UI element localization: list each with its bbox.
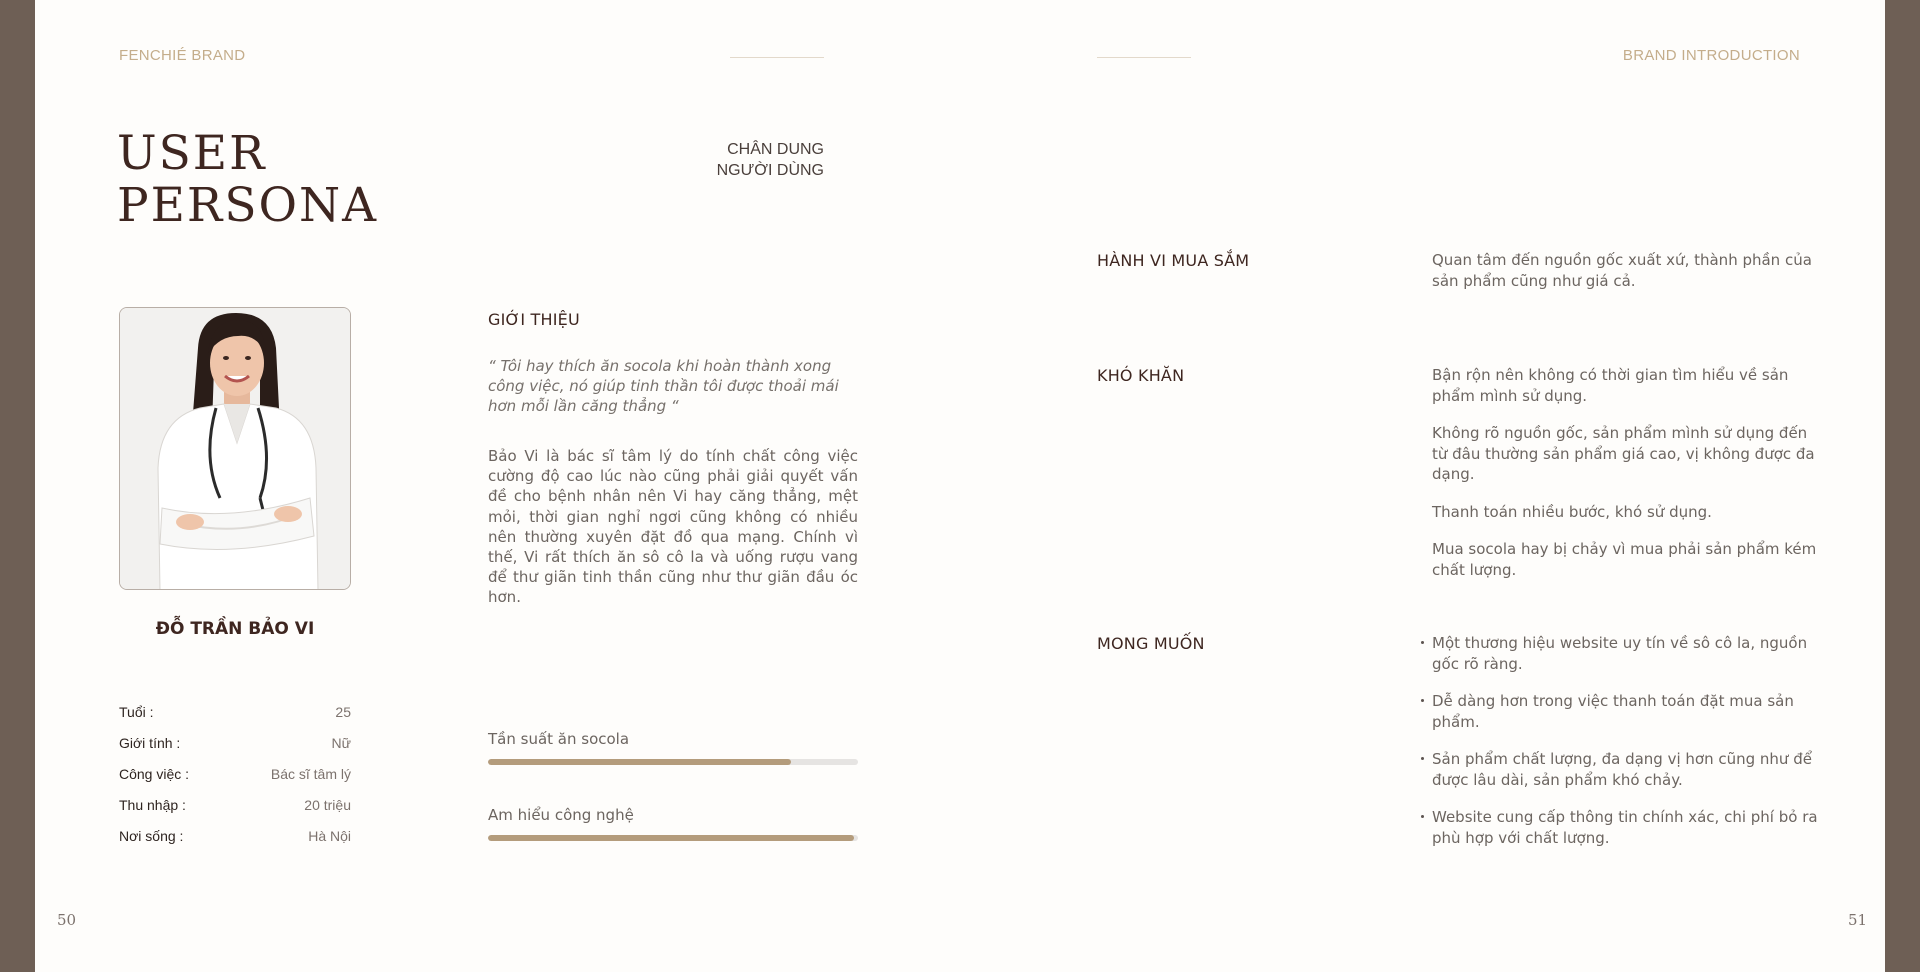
intro-heading: GIỚI THIỆU	[488, 310, 580, 329]
page-title	[117, 128, 378, 232]
info-row-age	[119, 702, 351, 722]
info-value: Hà Nội	[308, 828, 351, 844]
page-subtitle-line-1: CHÂN DUNG	[727, 141, 824, 158]
info-row-income	[119, 795, 351, 815]
doctor-portrait-illustration	[120, 308, 351, 590]
difficulty-item: Không rõ nguồn gốc, sản phẩm mình sử dụng đến từ đâu thường sản phẩm giá cao, vị không được đa dạng.	[1432, 424, 1815, 483]
wish-item: Một thương hiệu website uy tín về sô cô la, nguồn gốc rõ ràng.	[1432, 633, 1827, 674]
persona-photo	[119, 307, 351, 590]
persona-quote: “ Tôi hay thích ăn socola khi hoàn thành xong công việc, nó giúp tinh thần tôi được thoải mái hơn mỗi lần căng thẳng “	[488, 357, 839, 415]
page-number-right: 51	[1848, 911, 1868, 929]
wish-item: Sản phẩm chất lượng, đa dạng vị hơn cũng như để được lâu dài, sản phẩm khó chảy.	[1432, 749, 1827, 790]
page-number-left: 50	[57, 911, 77, 929]
info-label: Giới tính :	[119, 735, 181, 751]
bar-tech-savvy	[488, 835, 858, 841]
header-section: BRAND INTRODUCTION	[1622, 47, 1800, 64]
info-value: 25	[335, 704, 351, 720]
page-subtitle-line-2: NGƯỜI DÙNG	[716, 162, 824, 179]
info-label: Tuổi :	[119, 704, 154, 720]
wish-item: Dễ dàng hơn trong việc thanh toán đặt mua sản phẩm.	[1432, 691, 1827, 732]
difficulties-heading: KHÓ KHĂN	[1097, 366, 1185, 385]
info-label: Công việc :	[119, 766, 190, 782]
persona-bio: Bảo Vi là bác sĩ tâm lý do tính chất công việc cường độ cao lúc nào cũng phải giải quyết vấn đề cho bệnh nhân nên Vi hay căng thẳng, mệt mỏi, thời gian nghỉ ngơi cũng không có nhiều nên thường xuyên đặt đồ qua mạng. Chính vì thế, Vi rất thích ăn sô cô la và uống rượu vang để thư giãn tinh thần cũng như thư giãn đầu óc hơn.	[488, 447, 858, 607]
info-row-residence	[119, 826, 351, 846]
info-row-gender	[119, 733, 351, 753]
bar-fill	[488, 835, 854, 841]
bar-chocolate-frequency	[488, 759, 858, 765]
difficulty-item: Bận rộn nên không có thời gian tìm hiểu về sản phẩm mình sử dụng.	[1432, 366, 1789, 405]
info-label: Thu nhập :	[119, 797, 186, 813]
difficulty-item: Thanh toán nhiều bước, khó sử dụng.	[1432, 502, 1712, 521]
info-label: Nơi sống :	[119, 828, 184, 844]
page-title-line-1: USER	[117, 126, 267, 181]
page-title-line-2: PERSONA	[117, 178, 379, 233]
info-value: 20 triệu	[304, 797, 351, 813]
behavior-heading: HÀNH VI MUA SẮM	[1097, 251, 1250, 270]
difficulties-list	[1432, 365, 1827, 597]
header-brand: FENCHIÉ BRAND	[119, 47, 246, 64]
persona-name: ĐỖ TRẦN BẢO VI	[155, 619, 315, 639]
info-row-job	[119, 764, 351, 784]
wishes-heading: MONG MUỐN	[1097, 634, 1205, 653]
header-divider-right	[1097, 57, 1191, 58]
bar-label-tech-savvy: Am hiểu công nghệ	[488, 806, 634, 824]
page-subtitle	[717, 139, 824, 181]
wish-item: Website cung cấp thông tin chính xác, chi phí bỏ ra phù hợp với chất lượng.	[1432, 807, 1827, 848]
behavior-text: Quan tâm đến nguồn gốc xuất xứ, thành phần của sản phẩm cũng như giá cả.	[1432, 251, 1812, 290]
difficulty-item: Mua socola hay bị chảy vì mua phải sản phẩm kém chất lượng.	[1432, 540, 1817, 579]
info-value: Bác sĩ tâm lý	[270, 766, 351, 782]
bar-label-chocolate-frequency: Tần suất ăn socola	[488, 730, 630, 748]
info-value: Nữ	[331, 735, 351, 751]
wishes-list	[1432, 633, 1827, 865]
header-divider-left	[730, 57, 824, 58]
bar-fill	[488, 759, 791, 765]
